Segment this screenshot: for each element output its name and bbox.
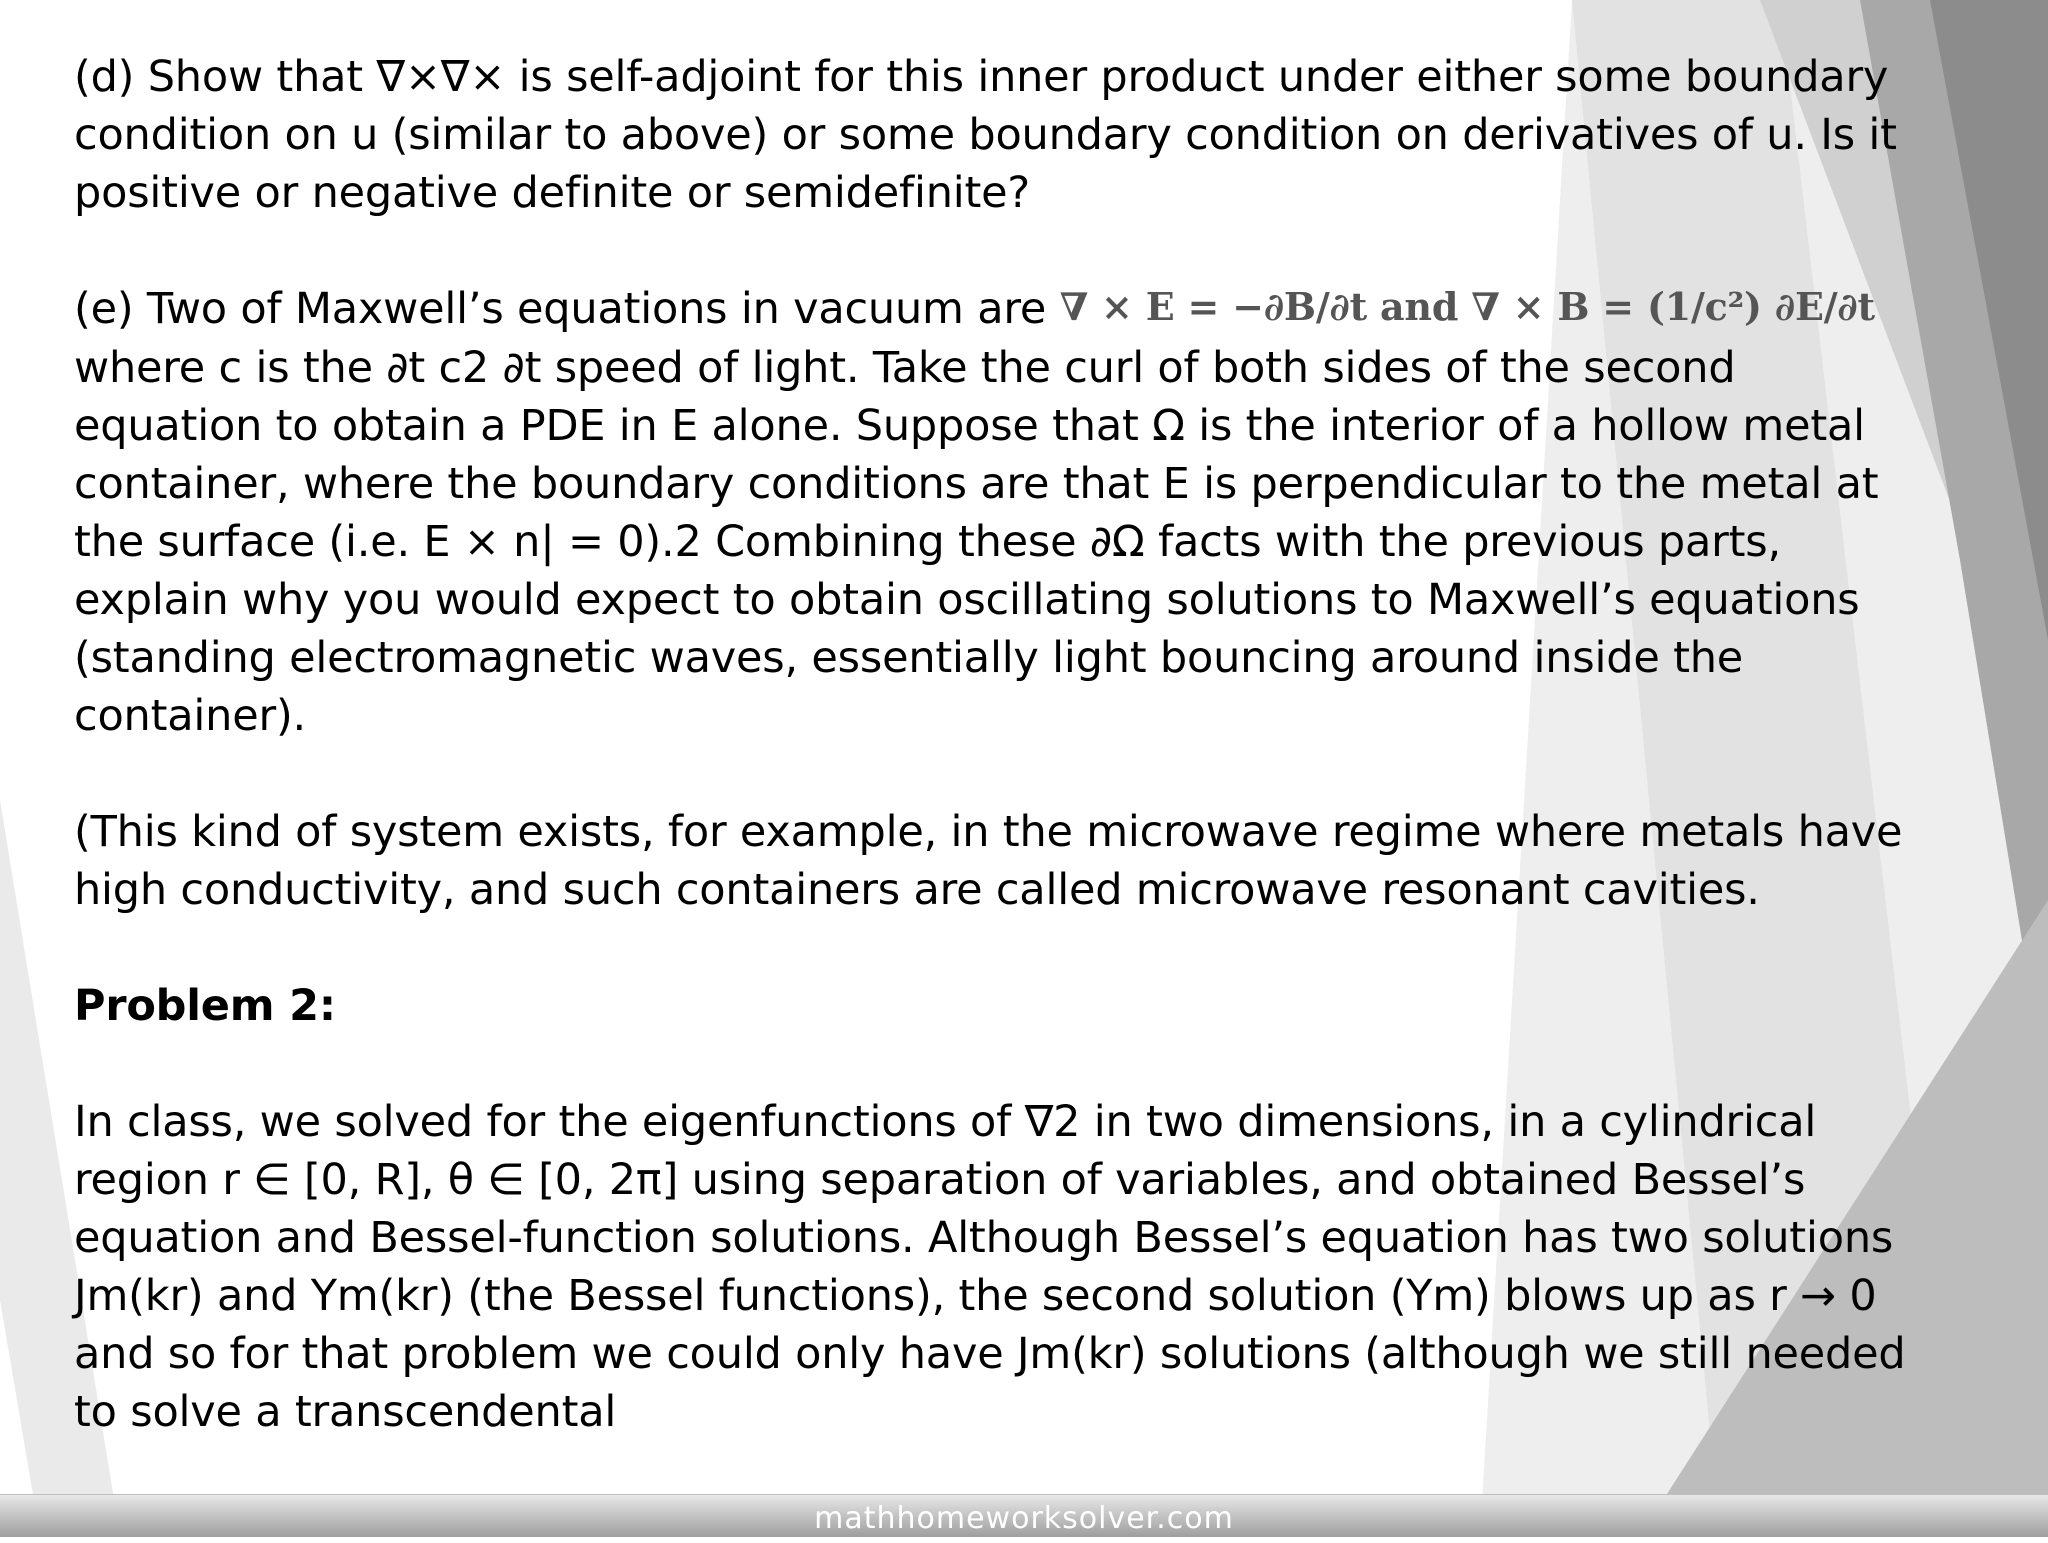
part-d-line: positive or negative definite or semidefinite?: [74, 168, 1031, 218]
part-e-line: container, where the boundary conditions are that E is perpendicular to the metal at: [74, 459, 1879, 509]
problem-2-heading-block: [74, 977, 1974, 1035]
part-e-line: where c is the ∂t c2 ∂t speed of light. Take the curl of both sides of the second: [74, 343, 1736, 393]
problem-2-line: In class, we solved for the eigenfunctions of ∇2 in two dimensions, in a cylindrical: [74, 1097, 1817, 1147]
part-d-line: (d) Show that ∇×∇× is self-adjoint for this inner product under either some boundary: [74, 52, 1889, 102]
problem-2-line: Jm(kr) and Ym(kr) (the Bessel functions), the second solution (Ym) blows up as r → 0: [74, 1271, 1877, 1321]
part-e-line: container).: [74, 691, 306, 741]
part-e-first-line: [74, 280, 1974, 339]
paragraph-gap: [74, 919, 1974, 977]
note-line: high conductivity, and such containers are called microwave resonant cavities.: [74, 865, 1760, 915]
paragraph-gap: [74, 222, 1974, 280]
problem-2-line: region r ∈ [0, R], θ ∈ [0, 2π] using separation of variables, and obtained Bessel’s: [74, 1155, 1806, 1205]
maxwell-equations-image: ∇ × E = −∂B/∂t and ∇ × B = (1/c²) ∂E/∂t: [1059, 284, 1875, 329]
footer-bar: [0, 1494, 2048, 1537]
paragraph-gap: [74, 1035, 1974, 1093]
part-e: [74, 280, 1974, 745]
footer-watermark: mathhomeworksolver.com: [814, 1501, 1234, 1536]
problem-2-line: and so for that problem we could only have Jm(kr) solutions (although we still needed: [74, 1329, 1906, 1379]
part-d: [74, 48, 1974, 222]
part-d-line: condition on u (similar to above) or some boundary condition on derivatives of u. Is it: [74, 110, 1897, 160]
problem-2-body: [74, 1093, 1974, 1441]
note: [74, 803, 1974, 919]
part-e-intro: (e) Two of Maxwell’s equations in vacuum are: [74, 284, 1047, 334]
part-e-line: equation to obtain a PDE in E alone. Suppose that Ω is the interior of a hollow metal: [74, 401, 1865, 451]
part-e-line: (standing electromagnetic waves, essentially light bouncing around inside the: [74, 633, 1744, 683]
slide-content: [74, 48, 1974, 1441]
problem-2-line: to solve a transcendental: [74, 1387, 617, 1437]
problem-2-line: equation and Bessel-function solutions. Although Bessel’s equation has two solutions: [74, 1213, 1894, 1263]
part-e-line: the surface (i.e. E × n| = 0).2 Combining these ∂Ω facts with the previous parts,: [74, 517, 1781, 567]
note-line: (This kind of system exists, for example, in the microwave regime where metals have: [74, 807, 1903, 857]
part-e-line: explain why you would expect to obtain oscillating solutions to Maxwell’s equations: [74, 575, 1860, 625]
problem-2-heading: Problem 2:: [74, 981, 336, 1031]
paragraph-gap: [74, 745, 1974, 803]
